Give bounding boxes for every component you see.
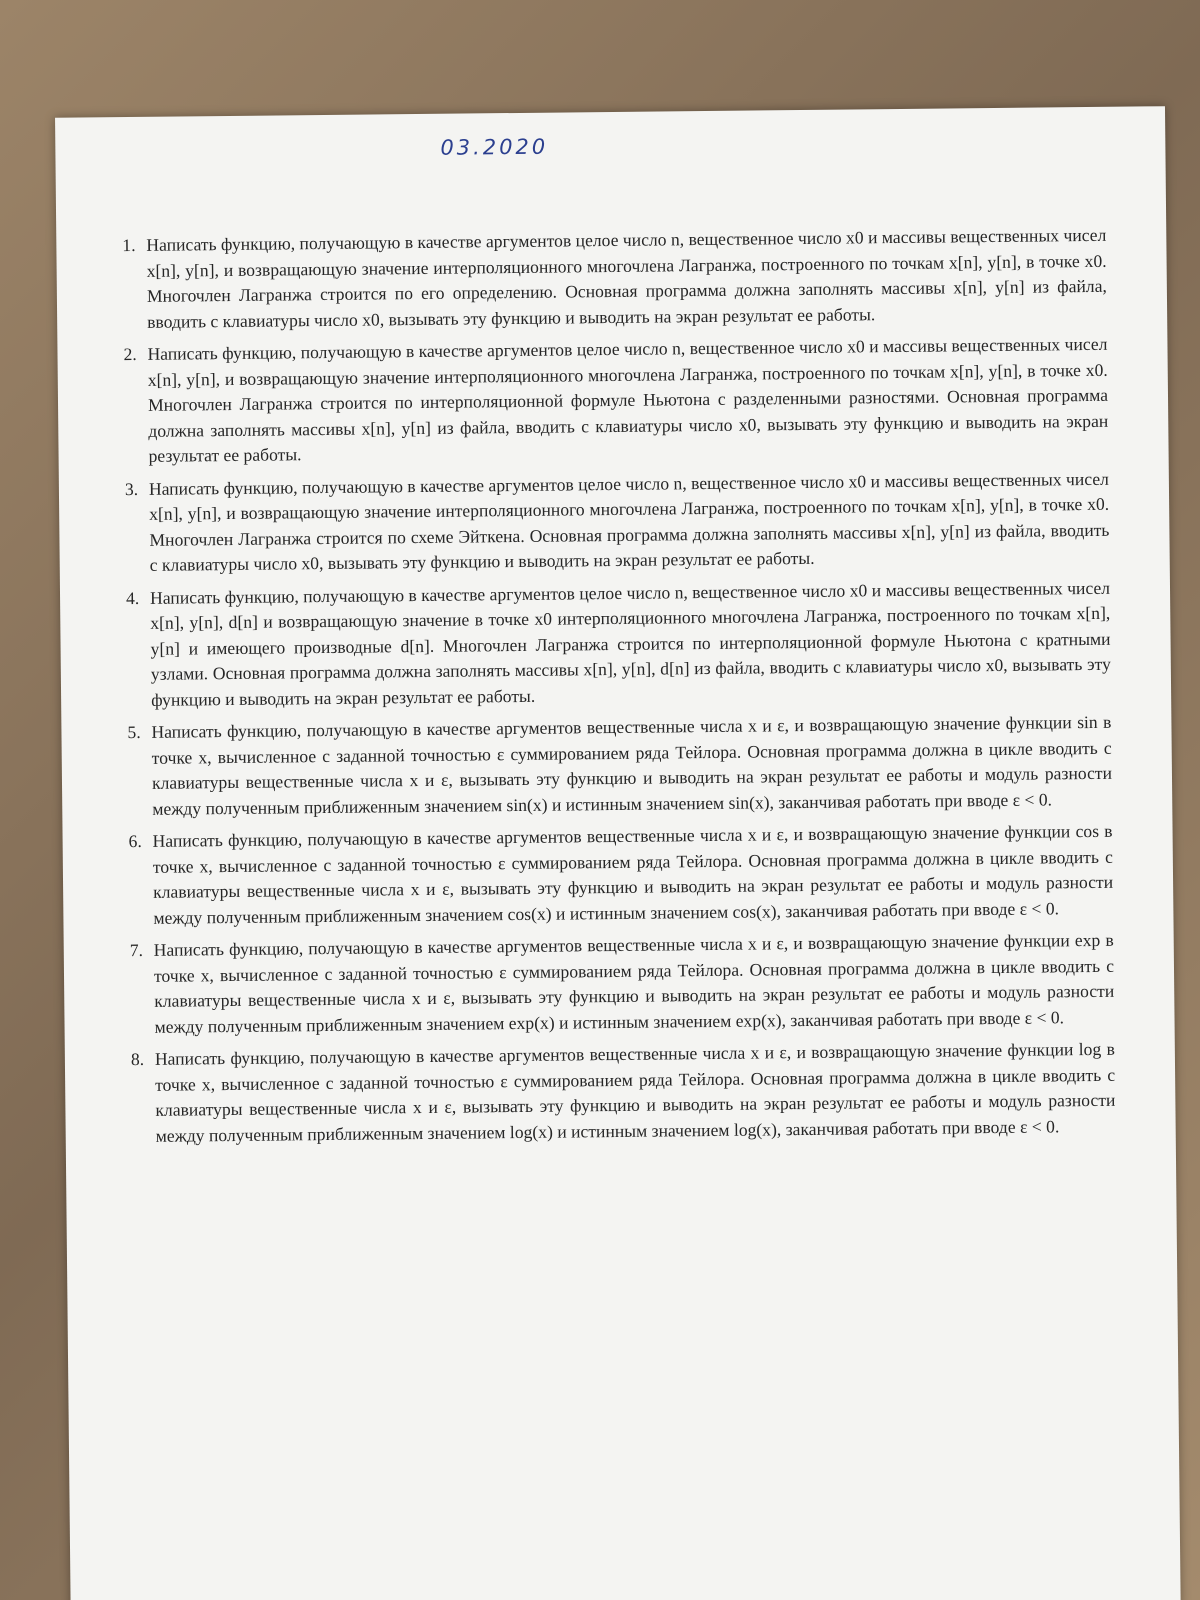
task-number: 8.: [130, 1048, 145, 1070]
task-number: 6.: [128, 830, 142, 852]
task-item: [112, 819, 1113, 931]
task-item: [114, 928, 1115, 1040]
task-item: [111, 710, 1112, 822]
task-number: 7.: [129, 939, 144, 961]
paper-sheet: [55, 106, 1181, 1600]
task-item: [106, 223, 1107, 335]
task-text: Написать функцию, получающую в качестве аргументов вещественные числа x и ε, и возвращающую значение функции log в точке x, вычисленное с заданной точностью ε суммированием ряда Тейлора. Основная программа должна в цикле вводить с клавиатуры вещественные числа x и ε, вызывать эту функцию и выводить на экран результат ее работы и модуль разности между полученным приближенным значением log(x) и истинным значением log(x), заканчивая работать при вводе ε < 0.: [154, 1038, 1116, 1146]
handwritten-date: 03.2020: [440, 134, 549, 160]
task-text: Написать функцию, получающую в качестве аргументов вещественные числа x и ε, и возвращающую значение функции cos в точке x, вычисленное с заданной точностью ε суммированием ряда Тейлора. Основная программа должна в цикле вводить с клавиатуры вещественные числа x и ε, вызывать эту функцию и выводить на экран результат ее работы и модуль разности между полученным приближенным значением cos(x) и истинным значением cos(x), заканчивая работать при вводе ε < 0.: [152, 820, 1114, 928]
task-item: [109, 466, 1110, 578]
task-text: Написать функцию, получающую в качестве аргументов целое число n, вещественное число x0 и массивы вещественных чисел x[n], y[n], и возвращающую значение интерполяционного многочлена Лагранжа, построенного по точкам x[n], y[n], в точке x0. Многочлен Лагранжа строится по интерполяционной формуле Ньютона с разделенными разностями. Основная программа должна заполнять массивы x[n], y[n] из файла, вводить с клавиатуры число x0, вызывать эту функцию и выводить на экран результат ее работы.: [147, 333, 1109, 466]
task-item: [115, 1037, 1116, 1149]
task-item: [110, 575, 1111, 713]
task-text: Написать функцию, получающую в качестве аргументов вещественные числа x и ε, и возвращающую значение функции sin в точке x, вычисленное с заданной точностью ε суммированием ряда Тейлора. Основная программа должна в цикле вводить с клавиатуры вещественные числа x и ε, вызывать эту функцию и выводить на экран результат ее работы и модуль разности между полученным приближенным значением sin(x) и истинным значением sin(x), заканчивая работать при вводе ε < 0.: [151, 711, 1113, 819]
task-text: Написать функцию, получающую в качестве аргументов вещественные числа x и ε, и возвращающую значение функции exp в точке x, вычисленное с заданной точностью ε суммированием ряда Тейлора. Основная программа должна в цикле вводить с клавиатуры вещественные числа x и ε, вызывать эту функцию и выводить на экран результат ее работы и модуль разности между полученным приближенным значением exp(x) и истинным значением exp(x), заканчивая работать при вводе ε < 0.: [153, 929, 1115, 1037]
task-text: Написать функцию, получающую в качестве аргументов целое число n, вещественное число x0 и массивы вещественных чисел x[n], y[n], и возвращающую значение интерполяционного многочлена Лагранжа, построенного по точкам x[n], y[n], в точке x0. Многочлен Лагранжа строится по его определению. Основная программа должна заполнять массивы x[n], y[n] из файла, вводить с клавиатуры число x0, вызывать эту функцию и выводить на экран результат ее работы.: [146, 224, 1107, 332]
task-text: Написать функцию, получающую в качестве аргументов целое число n, вещественное число x0 и массивы вещественных чисел x[n], y[n], и возвращающую значение интерполяционного многочлена Лагранжа, построенного по точкам x[n], y[n], в точке x0. Многочлен Лагранжа строится по схеме Эйткена. Основная программа должна заполнять массивы x[n], y[n] из файла, вводить с клавиатуры число x0, вызывать эту функцию и выводить на экран результат ее работы.: [148, 468, 1110, 575]
task-number: 1.: [122, 234, 136, 256]
task-number: 4.: [125, 587, 140, 608]
task-item: [107, 332, 1108, 470]
task-number: 5.: [127, 721, 141, 743]
task-number: 2.: [123, 343, 137, 365]
task-list: [106, 223, 1116, 1156]
task-text: Написать функцию, получающую в качестве аргументов целое число n, вещественное число x0 и массивы вещественных чисел x[n], y[n], d[n] и возвращающую значение в точке x0 интерполяционного многочлена Лагранжа, построенного по точкам x[n], y[n] и имеющего производные d[n]. Многочлен Лагранжа строится по интерполяционной формуле Ньютона с кратными узлами. Основная программа должна заполнять массивы x[n], y[n], d[n] из файла, вводить с клавиатуры число x0, вызывать эту функцию и выводить на экран результат ее работы.: [149, 577, 1111, 710]
task-number: 3.: [124, 478, 139, 499]
